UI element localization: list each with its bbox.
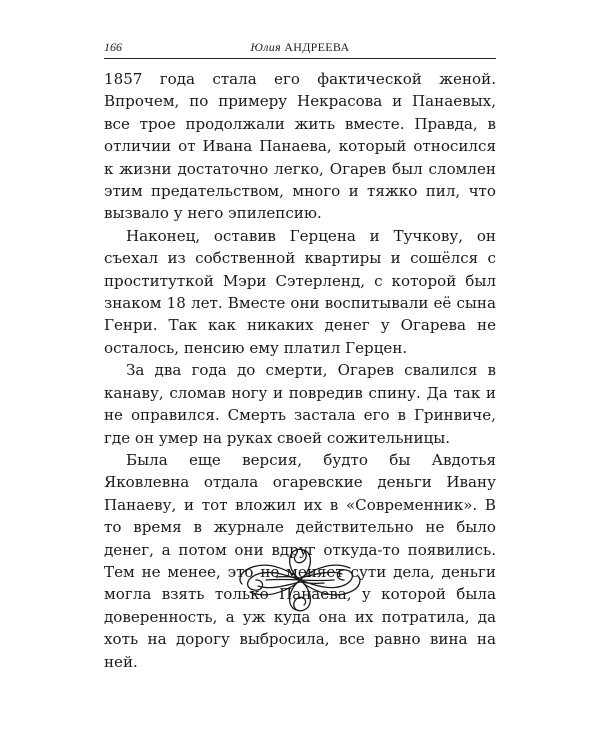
paragraph-1: 1857 года стала его фактической женой. Впрочем, по примеру Некрасова и Панаевых, все трое продолжали жить вместе. Правда, в отличии от Ивана Панаева, который относился к жизни достаточно легко, Огарев был сломлен этим предательством, много и тяжко пил, что вызвало у него эпилепсию.: [104, 70, 496, 223]
running-head: [104, 38, 496, 58]
paragraph-2: Наконец, оставив Герцена и Тучкову, он съехал из собственной квартиры и сошёлся с проституткой Мэри Сэтерленд, с которой был знаком 18 лет. Вместе они воспитывали её сына Генри. Так как никаких денег у Огарева не осталось, пенсию ему платил Герцен.: [104, 226, 496, 357]
running-title: [104, 40, 496, 55]
header-rule: [104, 58, 496, 59]
paragraph-3: За два года до смерти, Огарев свалился в канаву, сломав ногу и повредив спину. Да так и не оправился. Смерть застала его в Гринвиче, где он умер на руках своей сожительницы.: [104, 361, 496, 447]
paragraph-4: Была еще версия, будто бы Авдотья Яковлевна отдала огаревские деньги Ивану Панаеву, и тот вложил их в «Современник». В то время в журнале действительно не было денег, а потом они вдруг откуда-то появились. Тем не менее, это не меняет сути дела, деньги могла взять только Панаева, у которой была доверенность, а уж куда она их потратила, да хоть на дорогу выбросила, все равно вина на ней.: [104, 450, 496, 671]
flourish-ornament-icon: [236, 540, 364, 620]
author-last-name: АНДРЕЕВА: [284, 40, 350, 54]
page-number: 166: [104, 40, 122, 54]
author-first-name: Юлия: [250, 40, 281, 54]
